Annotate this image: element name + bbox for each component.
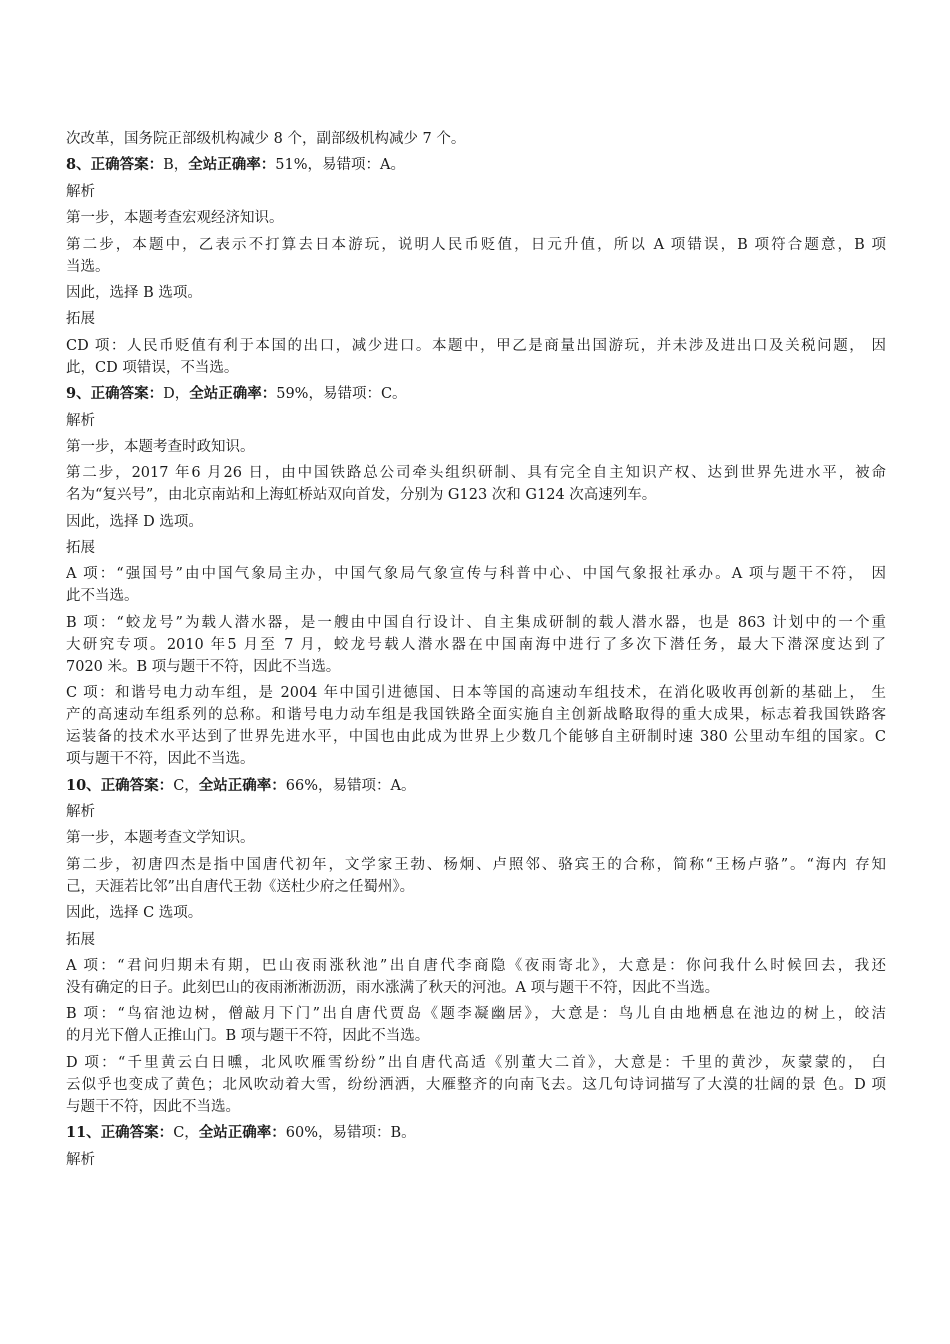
paragraph-line: 此，CD 项错误，不当选。 bbox=[66, 359, 239, 376]
paragraph-line: 解析 bbox=[66, 412, 95, 429]
paragraph-line: B 项：“蛟龙号”为载人潜水器，是一艘由中国自行设计、自主集成研制的载人潜水器，也是 863 计划中的一个重 bbox=[66, 614, 886, 631]
accuracy-value: 66%，易错项：A。 bbox=[285, 777, 416, 794]
paragraph-line: 解析 bbox=[66, 1151, 95, 1168]
paragraph-line: 己，天涯若比邻”出自唐代王勃《送杜少府之任蜀州》。 bbox=[66, 878, 415, 895]
accuracy-value: 51%，易错项：A。 bbox=[275, 157, 405, 174]
paragraph-line: 第二步，2017 年6 月26 日，由中国铁路总公司牵头组织研制、具有完全自主知识产权、达到世界先进水平，被命 bbox=[66, 465, 886, 482]
paragraph-line: CD 项：人民币贬值有利于本国的出口，减少进口。本题中，甲乙是商量出国游玩，并未涉及进出口及关税问题， 因 bbox=[66, 337, 886, 354]
paragraph-line: 与题干不符，因此不当选。 bbox=[66, 1098, 240, 1115]
paragraph-line: 产的高速动车组系列的总称。和谐号电力动车组是我国铁路全面实施自主创新战略取得的重大成果，标志着我国铁路客 bbox=[66, 707, 886, 724]
paragraph-line: 解析 bbox=[66, 804, 95, 821]
paragraph-line: 此不当选。 bbox=[66, 588, 139, 605]
answer-label: 正确答案： bbox=[100, 776, 174, 794]
paragraph-line: 7020 米。B 项与题干不符，因此不当选。 bbox=[66, 658, 341, 675]
paragraph-line: 大研究专项。2010 年5 月至 7 月，蛟龙号载人潜水器在中国南海中进行了多次下潜任务，最大下潜深度达到了 bbox=[66, 636, 886, 653]
paragraph-line: 第一步，本题考查文学知识。 bbox=[66, 830, 255, 847]
answer-line bbox=[66, 1123, 886, 1143]
paragraph-line: 拓展 bbox=[66, 931, 95, 948]
paragraph-line: 云似乎也变成了黄色；北风吹动着大雪，纷纷洒洒，大雁整齐的向南飞去。这几句诗词描写了大漠的壮阔的景 色。D 项 bbox=[66, 1076, 886, 1093]
answer-value: C， bbox=[173, 777, 199, 794]
answer-number: 8、 bbox=[66, 156, 91, 174]
paragraph-line: 因此，选择 B 选项。 bbox=[66, 284, 202, 301]
answer-number: 11、 bbox=[66, 1124, 101, 1142]
accuracy-value: 60%，易错项：B。 bbox=[285, 1125, 416, 1142]
paragraph-line: 因此，选择 C 选项。 bbox=[66, 905, 203, 922]
paragraph-line: 第一步，本题考查时政知识。 bbox=[66, 438, 255, 455]
paragraph-line: B 项：“鸟宿池边树，僧敲月下门”出自唐代贾岛《题李凝幽居》，大意是：鸟儿自由地栖息在池边的树上，皎洁 bbox=[66, 1006, 886, 1023]
paragraph-line: D 项：“千里黄云白日曛，北风吹雁雪纷纷”出自唐代高适《别董大二首》，大意是：千里的黄沙，灰蒙蒙的， 白 bbox=[66, 1054, 886, 1071]
paragraph-line: 的月光下僧人正推山门。B 项与题干不符，因此不当选。 bbox=[66, 1028, 430, 1045]
paragraph-line: 次改革，国务院正部级机构减少 8 个，副部级机构减少 7 个。 bbox=[66, 131, 466, 147]
paragraph-line: 第一步，本题考查宏观经济知识。 bbox=[66, 210, 284, 227]
answer-line bbox=[66, 155, 886, 175]
answer-label: 正确答案： bbox=[90, 385, 164, 403]
accuracy-label: 全站正确率： bbox=[198, 1124, 286, 1142]
paragraph-line: 拓展 bbox=[66, 540, 95, 557]
answer-value: D， bbox=[163, 386, 190, 403]
paragraph-line: 项与题干不符，因此不当选。 bbox=[66, 751, 255, 768]
paragraph-line: 第二步，本题中，乙表示不打算去日本游玩，说明人民币贬值，日元升值，所以 A 项错误，B 项符合题意，B 项 bbox=[66, 236, 886, 253]
answer-number: 10、 bbox=[66, 776, 101, 794]
paragraph-line: 解析 bbox=[66, 183, 95, 200]
paragraph-line: 因此，选择 D 选项。 bbox=[66, 513, 203, 530]
accuracy-label: 全站正确率： bbox=[189, 385, 277, 403]
answer-value: C， bbox=[173, 1125, 199, 1142]
paragraph-line: 运装备的技术水平达到了世界先进水平，中国也由此成为世界上少数几个能够自主研制时速 380 公里动车组的国家。C bbox=[66, 729, 886, 746]
document-body bbox=[66, 129, 886, 1176]
answer-label: 正确答案： bbox=[90, 156, 164, 174]
paragraph-line: A 项：“强国号”由中国气象局主办，中国气象局气象宣传与科普中心、中国气象报社承办。A 项与题干不符， 因 bbox=[66, 566, 886, 583]
paragraph-line: 当选。 bbox=[66, 258, 110, 275]
answer-line bbox=[66, 776, 886, 796]
answer-value: B， bbox=[163, 157, 189, 174]
paragraph-line: 拓展 bbox=[66, 311, 95, 328]
accuracy-label: 全站正确率： bbox=[188, 156, 276, 174]
answer-label: 正确答案： bbox=[100, 1124, 174, 1142]
answer-number: 9、 bbox=[66, 385, 91, 403]
accuracy-value: 59%，易错项：C。 bbox=[276, 386, 407, 403]
paragraph-line: C 项：和谐号电力动车组，是 2004 年中国引进德国、日本等国的高速动车组技术，在消化吸收再创新的基础上， 生 bbox=[66, 685, 886, 702]
paragraph-line: A 项：“君问归期未有期，巴山夜雨涨秋池”出自唐代李商隐《夜雨寄北》，大意是：你问我什么时候回去，我还 bbox=[66, 957, 886, 974]
answer-line bbox=[66, 384, 886, 404]
paragraph-line: 名为“复兴号”，由北京南站和上海虹桥站双向首发，分别为 G123 次和 G124 次高速列车。 bbox=[66, 487, 657, 504]
paragraph-line: 第二步，初唐四杰是指中国唐代初年，文学家王勃、杨炯、卢照邻、骆宾王的合称，简称“王杨卢骆”。“海内 存知 bbox=[66, 856, 886, 873]
accuracy-label: 全站正确率： bbox=[198, 776, 286, 794]
paragraph-line: 没有确定的日子。此刻巴山的夜雨淅淅沥沥，雨水涨满了秋天的河池。A 项与题干不符，因此不当选。 bbox=[66, 979, 720, 996]
